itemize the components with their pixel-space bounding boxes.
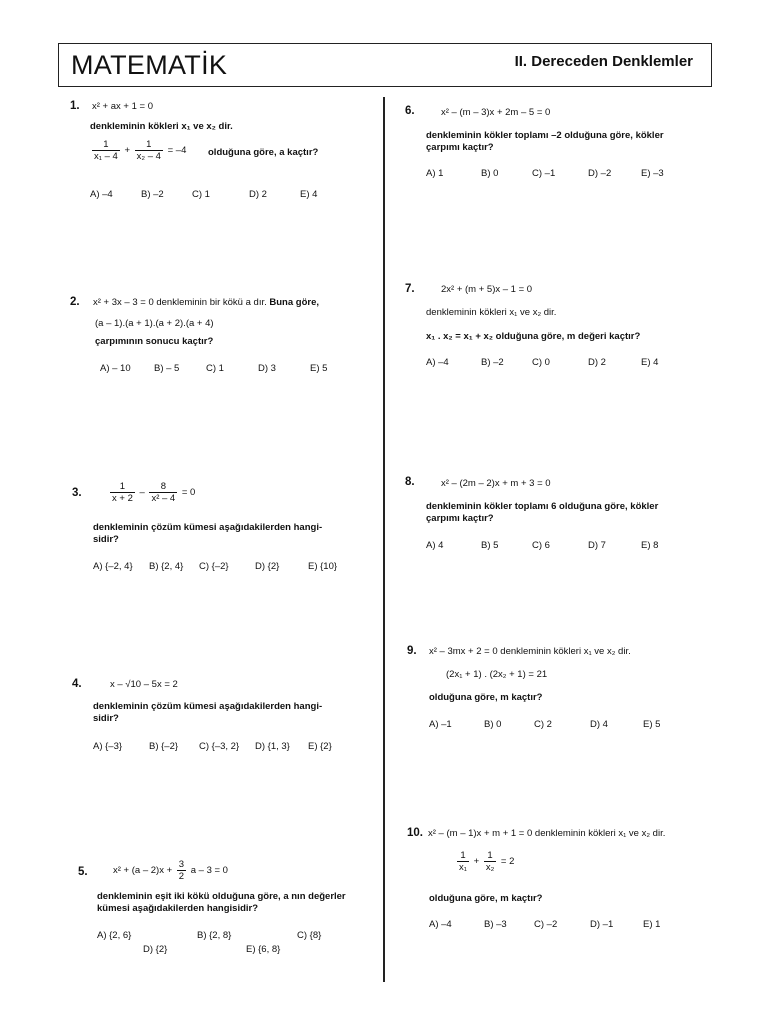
page-header [58, 43, 712, 87]
option-c[interactable]: C) {–3, 2} [199, 741, 240, 752]
option-c[interactable]: C) 1 [206, 363, 224, 374]
question-number: 4. [72, 678, 82, 690]
option-b[interactable]: B) {–2} [149, 741, 179, 752]
option-e[interactable]: E) {6, 8} [246, 944, 281, 955]
option-b[interactable]: B) –3 [484, 919, 507, 930]
equation: x² – (m – 3)x + 2m – 5 = 0 [441, 107, 551, 118]
question-text: olduğuna göre, m kaçtır? [429, 692, 543, 703]
option-b[interactable]: B) – 5 [154, 363, 180, 374]
option-d[interactable]: D) 2 [588, 357, 606, 368]
option-c[interactable]: C) 6 [532, 540, 550, 551]
option-d[interactable]: D) –2 [588, 168, 612, 179]
option-a[interactable]: A) {–3} [93, 741, 123, 752]
option-a[interactable]: A) {2, 6} [97, 930, 132, 941]
question-number: 1. [70, 100, 80, 112]
question-text: denkleminin çözüm kümesi aşağıdakilerden hangi- sidir? [93, 522, 323, 546]
equation: x² + 3x – 3 = 0 denkleminin bir kökü a dır. Buna göre, [93, 297, 319, 308]
option-e[interactable]: E) {2} [308, 741, 332, 752]
option-b[interactable]: B) {2, 4} [149, 561, 184, 572]
option-d[interactable]: D) 4 [590, 719, 608, 730]
option-d[interactable]: D) –1 [590, 919, 614, 930]
option-e[interactable]: E) 4 [300, 189, 318, 200]
fraction-equation: $\frac{1}{\text{x₁ – 4}}$ + $\frac{1}{\text{x₂ – 4}}$ = –4 [94, 139, 187, 162]
fraction-equation: $\frac{1}{x + 2}$ – $\frac{8}{\text{x² – 4}}$ = 0 [112, 481, 196, 504]
column-divider [383, 97, 385, 982]
equation: x² – (2m – 2)x + m + 3 = 0 [441, 478, 551, 489]
option-d[interactable]: D) 2 [249, 189, 267, 200]
option-e[interactable]: E) 5 [643, 719, 661, 730]
option-b[interactable]: B) –2 [141, 189, 164, 200]
option-c[interactable]: C) {–2} [199, 561, 229, 572]
question-number: 9. [407, 645, 417, 657]
question-number: 8. [405, 476, 415, 488]
option-a[interactable]: A) –4 [426, 357, 449, 368]
condition-text: x₁ . x₂ = x₁ + x₂ olduğuna göre, m değeri kaçtır? [426, 331, 641, 342]
option-d[interactable]: D) {2} [255, 561, 280, 572]
option-c[interactable]: C) –1 [532, 168, 556, 179]
question-text: denkleminin eşit iki kökü olduğuna göre, a nın değerler kümesi aşağıdakilerden hangisidir? [97, 891, 346, 915]
question-number: 6. [405, 105, 415, 117]
option-e[interactable]: E) 5 [310, 363, 328, 374]
question-text: denkleminin çözüm kümesi aşağıdakilerden hangi- sidir? [93, 701, 323, 725]
option-b[interactable]: B) {2, 8} [197, 930, 232, 941]
option-c[interactable]: C) 1 [192, 189, 210, 200]
equation: x² + (a – 2)x + $\frac{3}{2}$ a – 3 = 0 [113, 859, 228, 882]
condition-text: olduğuna göre, a kaçtır? [208, 147, 319, 158]
option-b[interactable]: B) 0 [484, 719, 502, 730]
question-number: 2. [70, 296, 80, 308]
page-subtitle: II. Dereceden Denklemler [514, 53, 693, 70]
question-number: 5. [78, 866, 88, 878]
equation: 2x² + (m + 5)x – 1 = 0 [441, 284, 533, 295]
equation: x² + ax + 1 = 0 [92, 101, 153, 112]
equation: x² – 3mx + 2 = 0 denkleminin kökleri x₁ ve x₂ dir. [429, 646, 631, 657]
product-expression: (a – 1).(a + 1).(a + 2).(a + 4) [95, 318, 214, 329]
equation: x² – (m – 1)x + m + 1 = 0 denkleminin kökleri x₁ ve x₂ dir. [428, 828, 666, 839]
option-d[interactable]: D) {2} [143, 944, 168, 955]
option-a[interactable]: A) –1 [429, 719, 452, 730]
question-text: denkleminin kökler toplamı –2 olduğuna göre, kökler çarpımı kaçtır? [426, 130, 664, 154]
option-d[interactable]: D) {1, 3} [255, 741, 290, 752]
option-a[interactable]: A) 4 [426, 540, 444, 551]
option-d[interactable]: D) 7 [588, 540, 606, 551]
option-a[interactable]: A) –4 [90, 189, 113, 200]
option-a[interactable]: A) 1 [426, 168, 444, 179]
question-text: denkleminin kökleri x₁ ve x₂ dir. [90, 121, 233, 132]
question-text: denkleminin kökleri x₁ ve x₂ dir. [426, 307, 557, 318]
option-d[interactable]: D) 3 [258, 363, 276, 374]
option-c[interactable]: C) 2 [534, 719, 552, 730]
question-text: olduğuna göre, m kaçtır? [429, 893, 543, 904]
question-text: çarpımının sonucu kaçtır? [95, 336, 214, 347]
option-b[interactable]: B) –2 [481, 357, 504, 368]
question-number: 3. [72, 487, 82, 499]
equation: x – √10 – 5x = 2 [110, 679, 178, 690]
page-title: MATEMATİK [71, 50, 228, 80]
option-e[interactable]: E) 1 [643, 919, 661, 930]
option-e[interactable]: E) {10} [308, 561, 338, 572]
fraction-equation: $\frac{1}{\text{x₁}}$ + $\frac{1}{\text{x₂}}$ = 2 [459, 850, 515, 873]
question-number: 7. [405, 283, 415, 295]
option-c[interactable]: C) –2 [534, 919, 558, 930]
option-a[interactable]: A) –4 [429, 919, 452, 930]
option-b[interactable]: B) 5 [481, 540, 499, 551]
option-e[interactable]: E) 4 [641, 357, 659, 368]
option-a[interactable]: A) {–2, 4} [93, 561, 133, 572]
option-e[interactable]: E) –3 [641, 168, 664, 179]
option-e[interactable]: E) 8 [641, 540, 659, 551]
product-expression: (2x₁ + 1) . (2x₂ + 1) = 21 [446, 669, 548, 680]
option-c[interactable]: C) 0 [532, 357, 550, 368]
option-c[interactable]: C) {8} [297, 930, 322, 941]
question-number: 10. [407, 827, 423, 839]
question-text: denkleminin kökler toplamı 6 olduğuna göre, kökler çarpımı kaçtır? [426, 501, 659, 525]
option-a[interactable]: A) – 10 [100, 363, 131, 374]
option-b[interactable]: B) 0 [481, 168, 499, 179]
